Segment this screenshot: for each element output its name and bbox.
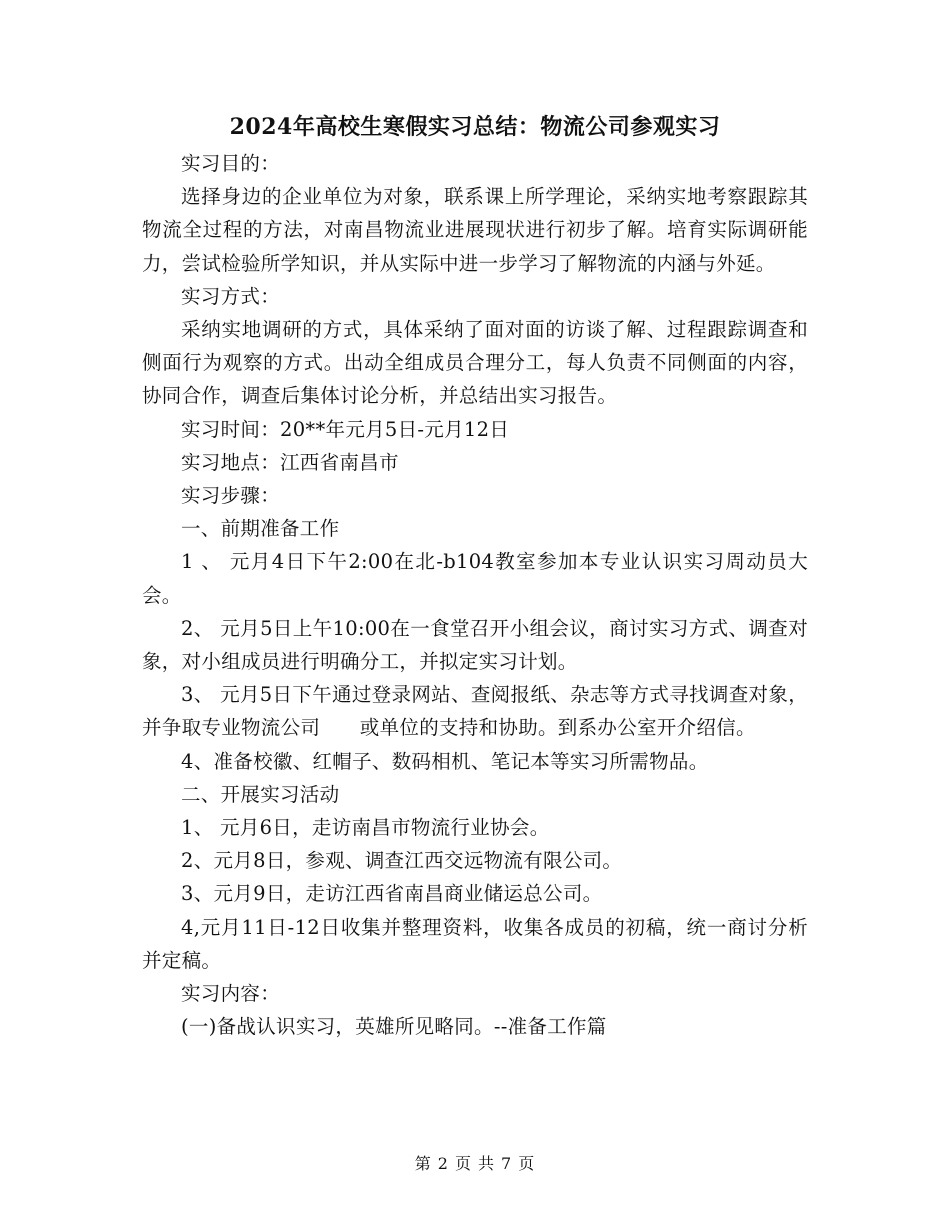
- paragraph: 采纳实地调研的方式，具体采纳了面对面的访谈了解、过程跟踪调查和侧面行为观察的方式。出动全组成员合理分工，每人负责不同侧面的内容，协同合作，调查后集体讨论分析，并总结出实习报告。: [142, 318, 808, 408]
- paragraph: 4,元月11日-12日收集并整理资料，收集各成员的初稿，统一商讨分析并定稿。: [142, 915, 808, 972]
- paragraph: 选择身边的企业单位为对象，联系课上所学理论，采纳实地考察跟踪其物流全过程的方法，对南昌物流业进展现状进行初步了解。培育实际调研能力，尝试检验所学知识，并从实际中进一步学习了解物流的内涵与外延。: [142, 185, 808, 275]
- paragraph: 1 、 元月4日下午2:00在北-b104教室参加本专业认识实习周动员大会。: [142, 550, 808, 607]
- paragraph: 实习内容：: [181, 982, 281, 1006]
- paragraph: 3、元月9日，走访江西省南昌商业储运总公司。: [181, 882, 603, 906]
- paragraph: (一)备战认识实习，英雄所见略同。--准备工作篇: [181, 1015, 607, 1039]
- footer-current-page: 2: [437, 1154, 449, 1173]
- paragraph: 二、开展实习活动: [181, 782, 340, 806]
- paragraph: 实习步骤：: [181, 484, 281, 508]
- paragraph: 一、前期准备工作: [181, 517, 340, 541]
- paragraph: 4、准备校徽、红帽子、数码相机、笔记本等实习所需物品。: [181, 749, 709, 773]
- document-title: 2024年高校生寒假实习总结：物流公司参观实习: [229, 114, 721, 140]
- paragraph: 实习地点：江西省南昌市: [181, 450, 399, 474]
- page-footer: [0, 1152, 950, 1176]
- footer-total-pages: 7: [501, 1154, 513, 1173]
- paragraph: 实习目的：: [181, 152, 281, 175]
- paragraph: 3、 元月5日下午通过登录网站、查阅报纸、杂志等方式寻找调查对象，并争取专业物流公司 或单位的支持和协助。到系办公室开介绍信。: [142, 683, 808, 740]
- paragraph: 1、 元月6日，走访南昌市物流行业协会。: [181, 816, 550, 840]
- footer-suffix: 页: [518, 1154, 536, 1173]
- paragraph: 实习时间：20**年元月5日-元月12日: [181, 417, 510, 441]
- paragraph: 2、元月8日，参观、调查江西交远物流有限公司。: [181, 849, 623, 873]
- footer-prefix: 第: [414, 1154, 432, 1173]
- paragraph: 2、 元月5日上午10:00在一食堂召开小组会议，商讨实习方式、调查对象，对小组成员进行明确分工，并拟定实习计划。: [142, 616, 808, 674]
- document-body: [142, 147, 808, 1043]
- paragraph: 实习方式：: [181, 284, 281, 308]
- footer-middle: 页 共: [454, 1154, 496, 1173]
